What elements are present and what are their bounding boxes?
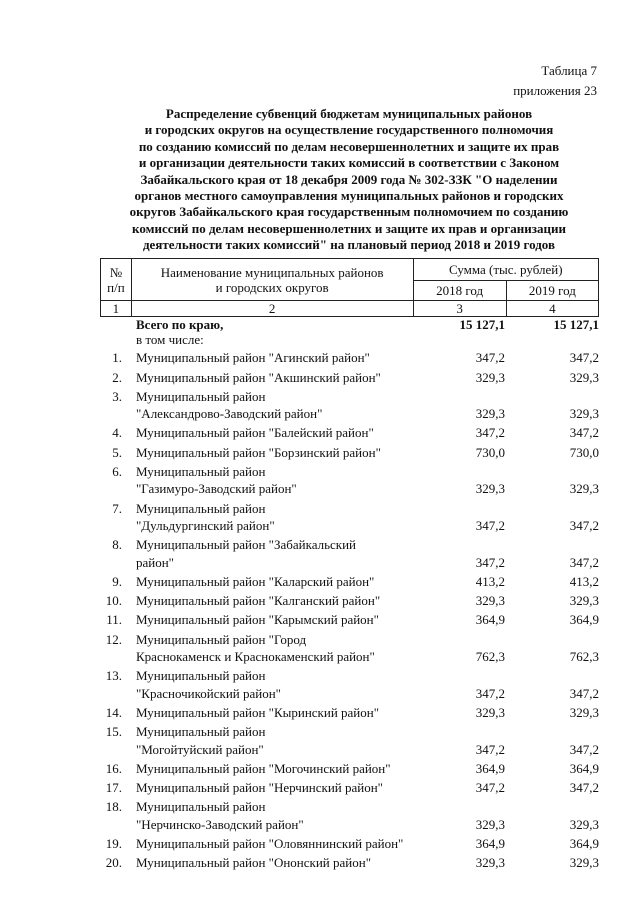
row-value-2019: 762,3: [569, 649, 599, 665]
header-num-line2: п/п: [107, 279, 125, 295]
row-value-2019: 329,3: [569, 816, 599, 832]
row-name: [136, 798, 426, 833]
header-year-2018: 2018 год: [413, 281, 506, 301]
header-sum-cell: Сумма (тыс. рублей): [413, 259, 598, 281]
row-value-2018: 347,2: [475, 741, 505, 757]
table-row: [100, 369, 599, 386]
row-name: [136, 631, 426, 666]
table-row: [100, 349, 599, 366]
row-value-2019: 329,3: [569, 593, 599, 609]
total-label: Всего по краю,: [136, 317, 224, 332]
row-value-2019: 329,3: [569, 704, 599, 720]
row-number: 2.: [112, 369, 122, 385]
row-name: [136, 349, 426, 366]
row-name-line: Краснокаменск и Краснокаменский район": [136, 649, 375, 665]
table-row: [100, 592, 599, 609]
row-value-2019: 329,3: [569, 406, 599, 422]
row-value-2018: 329,3: [475, 369, 505, 385]
title-line: деятельности таких комиссий" на плановый период 2018 и 2019 годов: [142, 237, 556, 253]
row-name-line: "Могойтуйский район": [136, 741, 264, 757]
table-row: [100, 798, 599, 833]
row-number: 3.: [112, 388, 122, 404]
row-value-2019: 364,9: [569, 760, 599, 776]
row-name-line: Муниципальный район "Балейский район": [136, 425, 374, 441]
table-body: [100, 316, 599, 872]
total-name: [136, 316, 426, 333]
row-value-2018: 329,3: [475, 704, 505, 720]
row-value-2018: 347,2: [475, 685, 505, 701]
row-name-line: Муниципальный район "Калганский район": [136, 593, 381, 609]
row-number: 15.: [105, 724, 122, 740]
row-value-2019: 364,9: [569, 836, 599, 852]
row-name-line: Муниципальный район "Агинский район": [136, 350, 370, 366]
row-name-line: "Нерчинско-Заводский район": [136, 816, 304, 832]
title-line: округов Забайкальского края государственным полномочием по созданию: [129, 204, 569, 220]
row-name-line: Муниципальный район: [136, 724, 266, 740]
row-name-line: Муниципальный район "Карымский район": [136, 612, 379, 628]
document-title: [100, 106, 598, 254]
table-row: [100, 424, 599, 441]
row-value-2019: 730,0: [569, 444, 599, 460]
row-value-2018: 762,3: [475, 649, 505, 665]
row-name: [136, 536, 426, 571]
row-name-line: Муниципальный район "Оловяннинский район": [136, 836, 404, 852]
header-name-line2: и городских округов: [215, 279, 329, 295]
subtotal-label: в том числе:: [136, 332, 204, 348]
row-value-2019: 347,2: [569, 350, 599, 366]
row-name: [136, 573, 426, 590]
subtotal-label-row: [100, 333, 599, 347]
row-name-line: Муниципальный район "Каларский район": [136, 573, 375, 589]
header-name-cell: [131, 259, 413, 301]
row-number: 20.: [105, 855, 122, 871]
header-index-4: 4: [506, 301, 598, 317]
row-value-2019: 347,2: [569, 517, 599, 533]
table-row: [100, 854, 599, 871]
row-name: [136, 388, 426, 423]
header-name-line1: Наименование муниципальных районов: [160, 264, 384, 280]
row-name-line: район": [136, 554, 174, 570]
subtotal-name: [136, 333, 426, 347]
row-value-2018: 347,2: [475, 554, 505, 570]
row-number: 10.: [105, 593, 122, 609]
row-number: 12.: [105, 631, 122, 647]
table-row: [100, 631, 599, 666]
row-name: [136, 854, 426, 871]
row-value-2018: 329,3: [475, 406, 505, 422]
title-line: Распределение субвенций бюджетам муниципальных районов: [165, 106, 533, 121]
table-row: [100, 704, 599, 721]
row-value-2018: 364,9: [475, 836, 505, 852]
row-name-line: "Александрово-Заводский район": [136, 406, 323, 422]
appendix-label: приложения 23: [513, 83, 597, 98]
row-value-2018: 329,3: [475, 481, 505, 497]
row-name: [136, 760, 426, 777]
row-name: [136, 835, 426, 852]
row-value-2018: 730,0: [475, 444, 505, 460]
row-number: 7.: [112, 500, 122, 516]
row-name-line: Муниципальный район: [136, 799, 266, 815]
header-index-1: 1: [101, 301, 132, 317]
row-name-line: Муниципальный район "Нерчинский район": [136, 780, 383, 796]
row-value-2019: 347,2: [569, 425, 599, 441]
row-number: 4.: [112, 425, 122, 441]
header-index-2: 2: [131, 301, 413, 317]
row-name-line: Муниципальный район "Борзинский район": [136, 444, 381, 460]
row-value-2019: 347,2: [569, 554, 599, 570]
header-num-line1: №: [109, 264, 123, 280]
row-name-line: Муниципальный район: [136, 464, 266, 480]
table-row: [100, 723, 599, 758]
row-name-line: Муниципальный район "Забайкальский: [136, 537, 357, 553]
row-name: [136, 463, 426, 498]
header-num-cell: [101, 259, 132, 301]
total-value-2018: 15 127,1: [459, 317, 505, 332]
row-name-line: Муниципальный район "Могочинский район": [136, 760, 391, 776]
row-name: [136, 369, 426, 386]
row-name-line: Муниципальный район: [136, 500, 266, 516]
row-value-2019: 364,9: [569, 612, 599, 628]
row-value-2018: 329,3: [475, 593, 505, 609]
row-value-2018: 364,9: [475, 612, 505, 628]
row-name: [136, 723, 426, 758]
table-row: [100, 611, 599, 628]
table-row: [100, 835, 599, 852]
row-number: 5.: [112, 444, 122, 460]
row-name-line: Муниципальный район: [136, 668, 266, 684]
row-number: 19.: [105, 836, 122, 852]
row-name-line: Муниципальный район "Кыринский район": [136, 704, 380, 720]
row-value-2019: 329,3: [569, 481, 599, 497]
row-name: [136, 424, 426, 441]
row-name-line: "Дульдургинский район": [136, 517, 275, 533]
row-number: 8.: [112, 537, 122, 553]
row-value-2019: 329,3: [569, 369, 599, 385]
row-value-2018: 347,2: [475, 780, 505, 796]
row-number: 9.: [112, 573, 122, 589]
row-value-2018: 413,2: [475, 573, 505, 589]
title-line: и организации деятельности таких комиссий в соответствии с Законом: [138, 155, 560, 171]
row-name: [136, 444, 426, 461]
row-name: [136, 704, 426, 721]
row-value-2018: 364,9: [475, 760, 505, 776]
row-number: 16.: [105, 760, 122, 776]
row-value-2019: 413,2: [569, 573, 599, 589]
row-name: [136, 500, 426, 535]
table-row: [100, 779, 599, 796]
row-value-2018: 347,2: [475, 350, 505, 366]
row-value-2019: 347,2: [569, 741, 599, 757]
row-value-2018: 347,2: [475, 425, 505, 441]
total-row: [100, 316, 599, 333]
row-value-2019: 347,2: [569, 780, 599, 796]
row-value-2018: 329,3: [475, 816, 505, 832]
title-line: комиссий по делам несовершеннолетних и защите их прав и организации: [132, 220, 566, 236]
table-row: [100, 667, 599, 702]
table-number: Таблица 7: [541, 63, 597, 78]
table-row: [100, 760, 599, 777]
row-value-2019: 347,2: [569, 685, 599, 701]
row-value-2018: 347,2: [475, 517, 505, 533]
total-value-2019: 15 127,1: [553, 317, 599, 332]
table-row: [100, 444, 599, 461]
row-name: [136, 592, 426, 609]
row-name: [136, 611, 426, 628]
header-year-2019: 2019 год: [506, 281, 598, 301]
row-name-line: Муниципальный район "Акшинский район": [136, 369, 381, 385]
row-name-line: "Красночикойский район": [136, 685, 281, 701]
title-line: по созданию комиссий по делам несовершеннолетних и защите их прав: [138, 138, 560, 154]
row-number: 17.: [105, 780, 122, 796]
header-index-3: 3: [413, 301, 506, 317]
title-line: органов местного самоуправления муниципальных районов и городских: [134, 188, 564, 204]
table-header: [100, 258, 599, 317]
row-number: 18.: [105, 799, 122, 815]
row-number: 13.: [105, 668, 122, 684]
title-line: Забайкальского края от 18 декабря 2009 года № 302-ЗЗК "О наделении: [140, 171, 558, 187]
table-row: [100, 463, 599, 498]
row-name: [136, 667, 426, 702]
table-row: [100, 388, 599, 423]
table-row: [100, 500, 599, 535]
row-name-line: Муниципальный район: [136, 388, 266, 404]
row-name-line: Муниципальный район "Ононский район": [136, 855, 372, 871]
row-value-2018: 329,3: [475, 855, 505, 871]
row-number: 14.: [105, 704, 122, 720]
row-name: [136, 779, 426, 796]
row-number: 1.: [112, 350, 122, 366]
table-row: [100, 573, 599, 590]
row-name-line: Муниципальный район "Город: [136, 631, 307, 647]
row-number: 11.: [106, 612, 122, 628]
title-line: и городских округов на осуществление государственного полномочия: [144, 122, 554, 138]
row-number: 6.: [112, 464, 122, 480]
row-value-2019: 329,3: [569, 855, 599, 871]
row-name-line: "Газимуро-Заводский район": [136, 481, 297, 497]
table-row: [100, 536, 599, 571]
